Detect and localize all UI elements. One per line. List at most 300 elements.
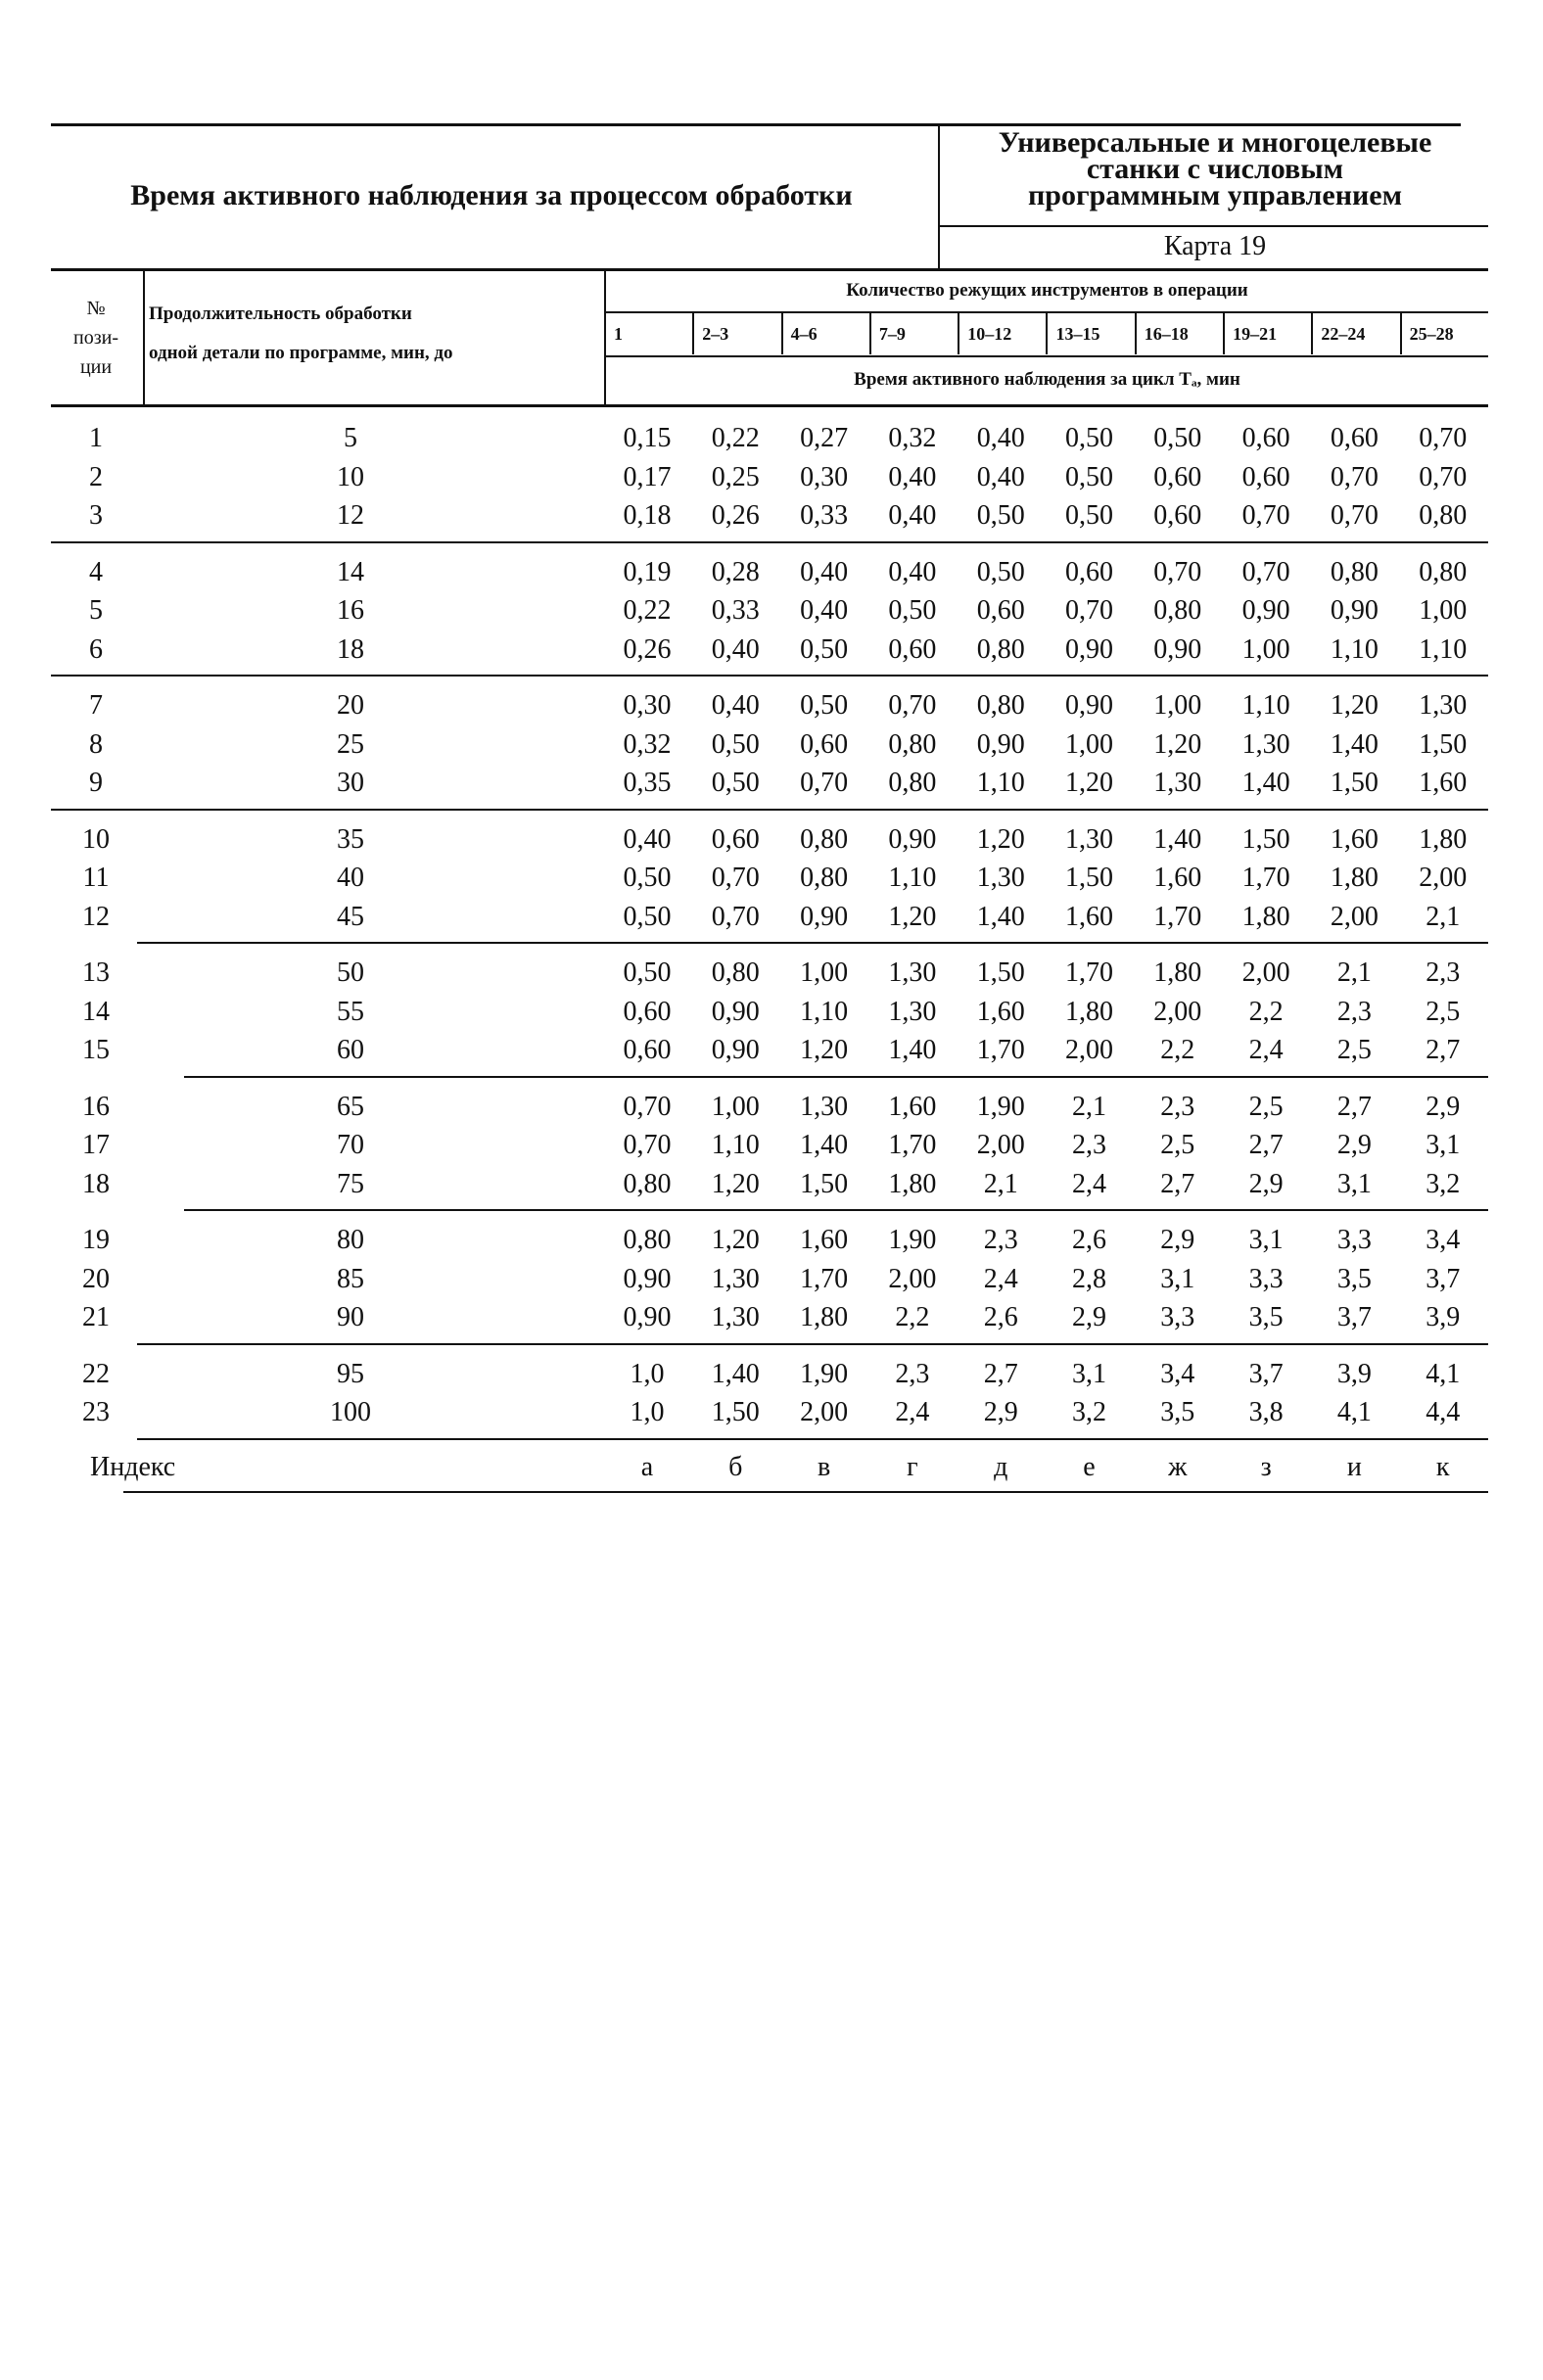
observation-time-cell: 2,9 [983, 1397, 1018, 1427]
position-header-line: № [86, 298, 106, 319]
index-letter: в [817, 1451, 831, 1482]
observation-time-cell: 1,00 [1241, 633, 1290, 665]
observation-time-cell: 1,40 [976, 901, 1025, 932]
observation-time-cell: 1,20 [711, 1168, 760, 1199]
table-title: Время активного наблюдения за процессом обработки [130, 179, 853, 211]
position-number: 4 [89, 556, 103, 587]
position-header-line: пози- [73, 327, 118, 349]
observation-time-cell: 1,50 [1241, 823, 1290, 855]
observation-time-cell: 0,70 [623, 1130, 672, 1160]
observation-time-cell: 1,00 [800, 957, 849, 988]
observation-time-cell: 2,2 [1248, 996, 1284, 1027]
observation-time-cell: 0,70 [800, 768, 849, 798]
observation-time-cell: 1,50 [711, 1397, 760, 1427]
index-letter: б [728, 1451, 743, 1482]
observation-time-cell: 2,3 [983, 1225, 1018, 1255]
observation-time-cell: 1,80 [1065, 996, 1113, 1027]
tool-range-header: 1 [606, 313, 694, 354]
observation-time-cell: 0,80 [888, 728, 937, 760]
observation-time-cell: 3,3 [1248, 1263, 1284, 1294]
observation-time-cell: 1,10 [976, 768, 1025, 798]
observation-time-cell: 0,17 [623, 461, 672, 492]
observation-time-cell: 1,80 [888, 1168, 937, 1199]
observation-time-cell: 1,40 [800, 1130, 849, 1160]
observation-time-cell: 0,60 [1065, 556, 1113, 587]
row-group [51, 1221, 1488, 1337]
processing-duration: 60 [337, 1035, 364, 1065]
observation-time-cell: 2,9 [1248, 1168, 1284, 1199]
table-row [51, 820, 1488, 860]
position-number: 3 [89, 500, 103, 531]
observation-time-cell: 0,60 [1241, 423, 1290, 453]
observation-time-cell: 3,1 [1248, 1225, 1284, 1255]
processing-duration: 55 [337, 996, 364, 1027]
observation-time-cell: 1,40 [1241, 768, 1290, 798]
observation-time-cell: 3,7 [1248, 1358, 1284, 1389]
observation-time-cell: 2,7 [1248, 1130, 1284, 1160]
position-number: 2 [89, 461, 103, 492]
processing-duration: 90 [337, 1302, 364, 1332]
observation-time-cell: 1,60 [800, 1225, 849, 1255]
observation-time-cell: 0,70 [1330, 500, 1379, 531]
index-letter: з [1260, 1451, 1272, 1482]
observation-time-cell: 0,35 [623, 768, 672, 798]
processing-duration: 25 [337, 728, 364, 760]
observation-time-cell: 0,80 [1419, 556, 1468, 587]
observation-time-cell: 0,26 [623, 633, 672, 665]
position-number: 9 [89, 768, 103, 798]
observation-time-cell: 0,80 [623, 1225, 672, 1255]
observation-time-cell: 1,40 [1153, 823, 1202, 855]
observation-time-cell: 4,1 [1426, 1358, 1461, 1389]
position-number: 5 [89, 595, 103, 626]
observation-time-cell: 0,50 [800, 633, 849, 665]
processing-duration: 50 [337, 957, 364, 988]
observation-time-cell: 2,1 [1072, 1091, 1106, 1122]
observation-time-cell: 0,22 [623, 595, 672, 626]
processing-duration: 70 [337, 1130, 364, 1160]
index-label: Индекс [90, 1451, 176, 1482]
processing-duration: 30 [337, 768, 364, 798]
processing-duration: 18 [337, 633, 364, 665]
observation-time-cell: 0,15 [623, 423, 672, 453]
table-row [51, 686, 1488, 725]
table-row [51, 1298, 1488, 1337]
position-number: 21 [82, 1302, 110, 1332]
observation-time-cell: 2,7 [1160, 1168, 1195, 1199]
observation-time-cell: 0,50 [976, 500, 1025, 531]
observation-time-cell: 1,40 [1330, 728, 1379, 760]
observation-time-cell: 1,60 [1153, 863, 1202, 893]
observation-time-cell: 0,50 [711, 728, 760, 760]
observation-time-cell: 3,1 [1160, 1263, 1195, 1294]
observation-time-cell: 1,50 [976, 957, 1025, 988]
observation-time-cell: 0,50 [800, 690, 849, 721]
machine-category-line: станки с числовым [1086, 153, 1344, 185]
position-number: 7 [89, 690, 103, 721]
observation-time-cell: 2,3 [1426, 957, 1461, 988]
observation-time-cell: 1,60 [1330, 823, 1379, 855]
observation-time-cell: 2,5 [1248, 1091, 1284, 1122]
observation-time-cell: 1,30 [1065, 823, 1113, 855]
index-letter: а [640, 1451, 654, 1482]
observation-time-cell: 2,7 [1336, 1091, 1372, 1122]
observation-time-cell: 1,90 [976, 1091, 1025, 1122]
observation-time-cell: 0,60 [623, 996, 672, 1027]
observation-time-cell: 0,50 [623, 863, 672, 893]
processing-duration: 16 [337, 595, 364, 626]
observation-time-cell: 1,10 [1419, 633, 1468, 665]
observation-time-cell: 3,4 [1426, 1225, 1461, 1255]
observation-time-cell: 0,90 [711, 1035, 760, 1065]
observation-time-cell: 0,80 [976, 690, 1025, 721]
observation-time-cell: 1,70 [976, 1035, 1025, 1065]
observation-time-cell: 0,40 [976, 461, 1025, 492]
observation-time-cell: 1,70 [800, 1263, 849, 1294]
processing-duration: 85 [337, 1263, 364, 1294]
observation-time-cell: 0,90 [976, 728, 1025, 760]
position-number: 13 [82, 957, 110, 988]
observation-time-cell: 2,3 [1160, 1091, 1195, 1122]
group-separator [51, 809, 1488, 811]
tool-range-header: 22–24 [1313, 313, 1401, 354]
observation-time-cell: 0,80 [800, 823, 849, 855]
processing-duration: 12 [337, 500, 364, 531]
table-row [51, 458, 1488, 497]
observation-time-cell: 0,40 [888, 461, 937, 492]
observation-time-cell: 0,90 [888, 823, 937, 855]
observation-time-cell: 2,5 [1160, 1130, 1195, 1160]
observation-time-cell: 2,2 [895, 1302, 930, 1332]
observation-time-cell: 1,30 [800, 1091, 849, 1122]
observation-time-cell: 0,70 [888, 690, 937, 721]
tool-range-header: 25–28 [1409, 323, 1454, 344]
observation-time-cell: 0,80 [623, 1168, 672, 1199]
position-number: 6 [89, 633, 103, 665]
position-number: 20 [82, 1263, 110, 1294]
table-row [51, 859, 1488, 898]
card-number: Карта 19 [1163, 231, 1267, 261]
tool-range-header: 7–9 [871, 313, 959, 354]
observation-time-cell: 3,7 [1336, 1302, 1372, 1332]
observation-time-cell: 1,30 [1419, 690, 1468, 721]
index-bottom-rule [123, 1491, 1488, 1493]
observation-time-cell: 0,50 [1153, 423, 1202, 453]
observation-time-cell: 1,30 [711, 1263, 760, 1294]
observation-time-cell: 3,9 [1336, 1358, 1372, 1389]
position-number: 1 [89, 423, 103, 453]
observation-time-cell: 1,80 [800, 1302, 849, 1332]
observation-time-cell: 1,60 [888, 1091, 937, 1122]
observation-time-cell: 0,40 [711, 690, 760, 721]
observation-time-cell: 1,0 [630, 1358, 665, 1389]
machine-category [942, 126, 1488, 211]
position-number: 15 [82, 1035, 110, 1065]
table-body [51, 407, 1488, 1440]
observation-time-cell: 1,50 [1330, 768, 1379, 798]
observation-time-cell: 0,40 [888, 500, 937, 531]
observation-time-cell: 0,28 [711, 556, 760, 587]
observation-time-cell: 2,8 [1072, 1263, 1106, 1294]
observation-time-cell: 2,3 [895, 1358, 930, 1389]
observation-time-cell: 1,10 [1241, 690, 1290, 721]
row-group [51, 820, 1488, 937]
observation-time-cell: 1,10 [1330, 633, 1379, 665]
observation-time-cell: 0,90 [800, 901, 849, 932]
observation-time-cell: 0,90 [1330, 595, 1379, 626]
observation-time-cell: 0,30 [800, 461, 849, 492]
observation-time-cell: 1,20 [1330, 690, 1379, 721]
duration-header-line: одной детали по программе, мин, до [149, 343, 453, 363]
observation-time-cell: 0,90 [1241, 595, 1290, 626]
observation-time-cell: 0,70 [1153, 556, 1202, 587]
observation-time-cell: 1,30 [976, 863, 1025, 893]
position-number: 12 [82, 901, 110, 932]
observation-time-cell: 0,27 [800, 423, 849, 453]
column-header [51, 268, 1488, 407]
observation-time-cell: 1,80 [1241, 901, 1290, 932]
observation-time-cell: 0,80 [1419, 500, 1468, 531]
observation-time-cell: 2,00 [800, 1397, 849, 1427]
position-column-header [51, 271, 141, 404]
observation-time-cell: 1,70 [1065, 957, 1113, 988]
observation-time-cell: 0,25 [711, 461, 760, 492]
observation-time-cell: 1,80 [1330, 863, 1379, 893]
tool-range-header: 16–18 [1137, 313, 1225, 354]
processing-duration: 80 [337, 1225, 364, 1255]
observation-time-cell: 2,00 [1330, 901, 1379, 932]
observation-time-cell: 2,9 [1426, 1091, 1461, 1122]
observation-time-cell: 0,60 [976, 595, 1025, 626]
observation-time-cell: 3,9 [1426, 1302, 1461, 1332]
index-letter: к [1435, 1451, 1450, 1482]
observation-time-cell: 0,50 [711, 768, 760, 798]
norms-card [51, 123, 1488, 1489]
observation-time-cell: 0,30 [623, 690, 672, 721]
observation-time-cell: 2,5 [1426, 996, 1461, 1027]
table-row [51, 764, 1488, 803]
observation-time-cell: 3,1 [1336, 1168, 1372, 1199]
observation-time-cell: 2,00 [1065, 1035, 1113, 1065]
row-group [51, 1088, 1488, 1204]
observation-time-cell: 0,33 [711, 595, 760, 626]
group-separator [137, 942, 1488, 944]
observation-time-cell: 1,40 [888, 1035, 937, 1065]
observation-time-cell: 0,70 [1065, 595, 1113, 626]
observation-time-cell: 0,70 [1330, 461, 1379, 492]
observation-time-cell: 2,2 [1160, 1035, 1195, 1065]
header-divider [938, 123, 940, 268]
observation-time-cell: 3,5 [1336, 1263, 1372, 1294]
index-row [51, 1450, 1488, 1489]
table-row [51, 725, 1488, 765]
observation-time-cell: 1,50 [800, 1168, 849, 1199]
observation-time-cell: 0,90 [623, 1302, 672, 1332]
table-row [51, 553, 1488, 592]
observation-time-cell: 0,26 [711, 500, 760, 531]
table-row [51, 1088, 1488, 1127]
observation-time-cell: 2,00 [1241, 957, 1290, 988]
observation-time-cell: 0,50 [623, 901, 672, 932]
group-separator [137, 1438, 1488, 1440]
observation-time-cell: 0,60 [1330, 423, 1379, 453]
table-row [51, 591, 1488, 630]
observation-time-cell: 0,50 [976, 556, 1025, 587]
observation-time-cell: 2,1 [1426, 901, 1461, 932]
observation-time-cell: 3,1 [1072, 1358, 1106, 1389]
observation-time-cell: 3,2 [1426, 1168, 1461, 1199]
observation-time-cell: 1,20 [1153, 728, 1202, 760]
processing-duration: 14 [337, 556, 364, 587]
observation-time-cell: 3,5 [1160, 1397, 1195, 1427]
position-number: 17 [82, 1130, 110, 1160]
tool-range-headers [606, 313, 1488, 354]
index-letter: е [1083, 1451, 1096, 1482]
observation-time-cell: 1,20 [976, 823, 1025, 855]
observation-time-cell: 1,70 [1153, 901, 1202, 932]
observation-time-cell: 0,60 [1153, 461, 1202, 492]
table-row [51, 630, 1488, 670]
observation-time-cell: 0,18 [623, 500, 672, 531]
observation-time-cell: 0,80 [1153, 595, 1202, 626]
observation-time-cell: 0,90 [1153, 633, 1202, 665]
position-number: 22 [82, 1358, 110, 1389]
observation-time-cell: 1,10 [888, 863, 937, 893]
observation-time-cell: 1,70 [888, 1130, 937, 1160]
observation-time-cell: 2,7 [1426, 1035, 1461, 1065]
observation-time-cell: 2,9 [1072, 1302, 1106, 1332]
observation-time-cell: 0,32 [623, 728, 672, 760]
position-number: 19 [82, 1225, 110, 1255]
observation-time-cell: 1,20 [1065, 768, 1113, 798]
tool-range-header: 2–3 [694, 313, 782, 354]
row-group [51, 954, 1488, 1070]
duration-header-line: Продолжительность обработки [149, 303, 412, 324]
observation-time-cell: 1,70 [1241, 863, 1290, 893]
index-letter: и [1346, 1451, 1362, 1482]
observation-time-cell: 2,3 [1336, 996, 1372, 1027]
processing-duration: 100 [330, 1397, 371, 1427]
table-row [51, 1393, 1488, 1432]
processing-duration: 95 [337, 1358, 364, 1389]
row-group [51, 419, 1488, 536]
observation-time-cell: 0,70 [1241, 500, 1290, 531]
observation-time-cell: 0,60 [800, 728, 849, 760]
observation-time-cell: 1,50 [1419, 728, 1468, 760]
processing-duration: 35 [337, 823, 364, 855]
observation-time-cell: 2,4 [1072, 1168, 1106, 1199]
group-separator [51, 675, 1488, 677]
processing-duration: 65 [337, 1091, 364, 1122]
position-number: 8 [89, 728, 103, 760]
observation-time-cell: 0,90 [1065, 633, 1113, 665]
position-number: 10 [82, 823, 110, 855]
observation-time-header: Время активного наблюдения за цикл Тₐ, мин [854, 369, 1240, 390]
position-number: 11 [82, 863, 110, 893]
observation-time-cell: 0,80 [1330, 556, 1379, 587]
observation-time-cell: 3,7 [1426, 1263, 1461, 1294]
machine-category-line: программным управлением [1027, 179, 1403, 211]
observation-time-cell: 0,80 [976, 633, 1025, 665]
observation-time-cell: 1,90 [800, 1358, 849, 1389]
observation-time-cell: 0,90 [1065, 690, 1113, 721]
observation-time-cell: 0,40 [800, 556, 849, 587]
table-row [51, 993, 1488, 1032]
observation-time-cell: 0,60 [1153, 500, 1202, 531]
position-number: 18 [82, 1168, 110, 1199]
observation-time-cell: 1,30 [888, 957, 937, 988]
table-row [51, 1355, 1488, 1394]
observation-time-cell: 0,50 [623, 957, 672, 988]
observation-time-cell: 2,00 [888, 1263, 937, 1294]
observation-time-cell: 0,70 [1419, 461, 1468, 492]
observation-time-cell: 0,40 [888, 556, 937, 587]
observation-time-cell: 1,20 [888, 901, 937, 932]
table-row [51, 496, 1488, 536]
observation-time-cell: 0,40 [711, 633, 760, 665]
observation-time-cell: 2,00 [1419, 863, 1468, 893]
tools-count-header: Количество режущих инструментов в операции [846, 280, 1248, 301]
observation-time-cell: 2,1 [1336, 957, 1372, 988]
observation-time-cell: 2,3 [1072, 1130, 1106, 1160]
observation-time-cell: 3,5 [1248, 1302, 1284, 1332]
tool-range-header: 13–15 [1048, 313, 1136, 354]
observation-time-cell: 0,70 [711, 863, 760, 893]
observation-time-cell: 0,70 [623, 1091, 672, 1122]
table-row [51, 419, 1488, 458]
observation-time-cell: 0,80 [888, 768, 937, 798]
table-row [51, 1165, 1488, 1204]
position-number: 14 [82, 996, 110, 1027]
observation-time-cell: 2,00 [1153, 996, 1202, 1027]
observation-time-cell: 1,30 [1241, 728, 1290, 760]
observation-time-cell: 0,60 [888, 633, 937, 665]
tool-range-header: 19–21 [1225, 313, 1313, 354]
observation-time-cell: 1,00 [1419, 595, 1468, 626]
observation-time-cell: 0,32 [888, 423, 937, 453]
group-separator [184, 1076, 1488, 1078]
observation-time-cell: 0,70 [1419, 423, 1468, 453]
observation-time-cell: 0,80 [711, 957, 760, 988]
table-row [51, 898, 1488, 937]
table-row [51, 1126, 1488, 1165]
table-row [51, 1031, 1488, 1070]
observation-time-cell: 4,4 [1426, 1397, 1461, 1427]
observation-time-cell: 1,00 [1153, 690, 1202, 721]
column-divider [143, 271, 145, 404]
observation-time-cell: 4,1 [1336, 1397, 1372, 1427]
machine-category-line: Универсальные и многоцелевые [998, 126, 1432, 159]
observation-time-cell: 1,10 [800, 996, 849, 1027]
table-row [51, 954, 1488, 993]
observation-time-cell: 2,4 [1248, 1035, 1284, 1065]
observation-time-cell: 0,70 [1241, 556, 1290, 587]
observation-time-cell: 2,4 [895, 1397, 930, 1427]
observation-time-cell: 2,5 [1336, 1035, 1372, 1065]
observation-time-cell: 1,20 [711, 1225, 760, 1255]
processing-duration: 45 [337, 901, 364, 932]
observation-time-cell: 0,60 [711, 823, 760, 855]
observation-time-cell: 1,90 [888, 1225, 937, 1255]
observation-time-cell: 3,3 [1160, 1302, 1195, 1332]
observation-time-cell: 0,90 [711, 996, 760, 1027]
table-row [51, 1260, 1488, 1299]
position-number: 23 [82, 1397, 110, 1427]
observation-time-cell: 1,30 [1153, 768, 1202, 798]
observation-time-cell: 3,3 [1336, 1225, 1372, 1255]
observation-time-cell: 0,80 [800, 863, 849, 893]
observation-time-cell: 3,8 [1248, 1397, 1284, 1427]
